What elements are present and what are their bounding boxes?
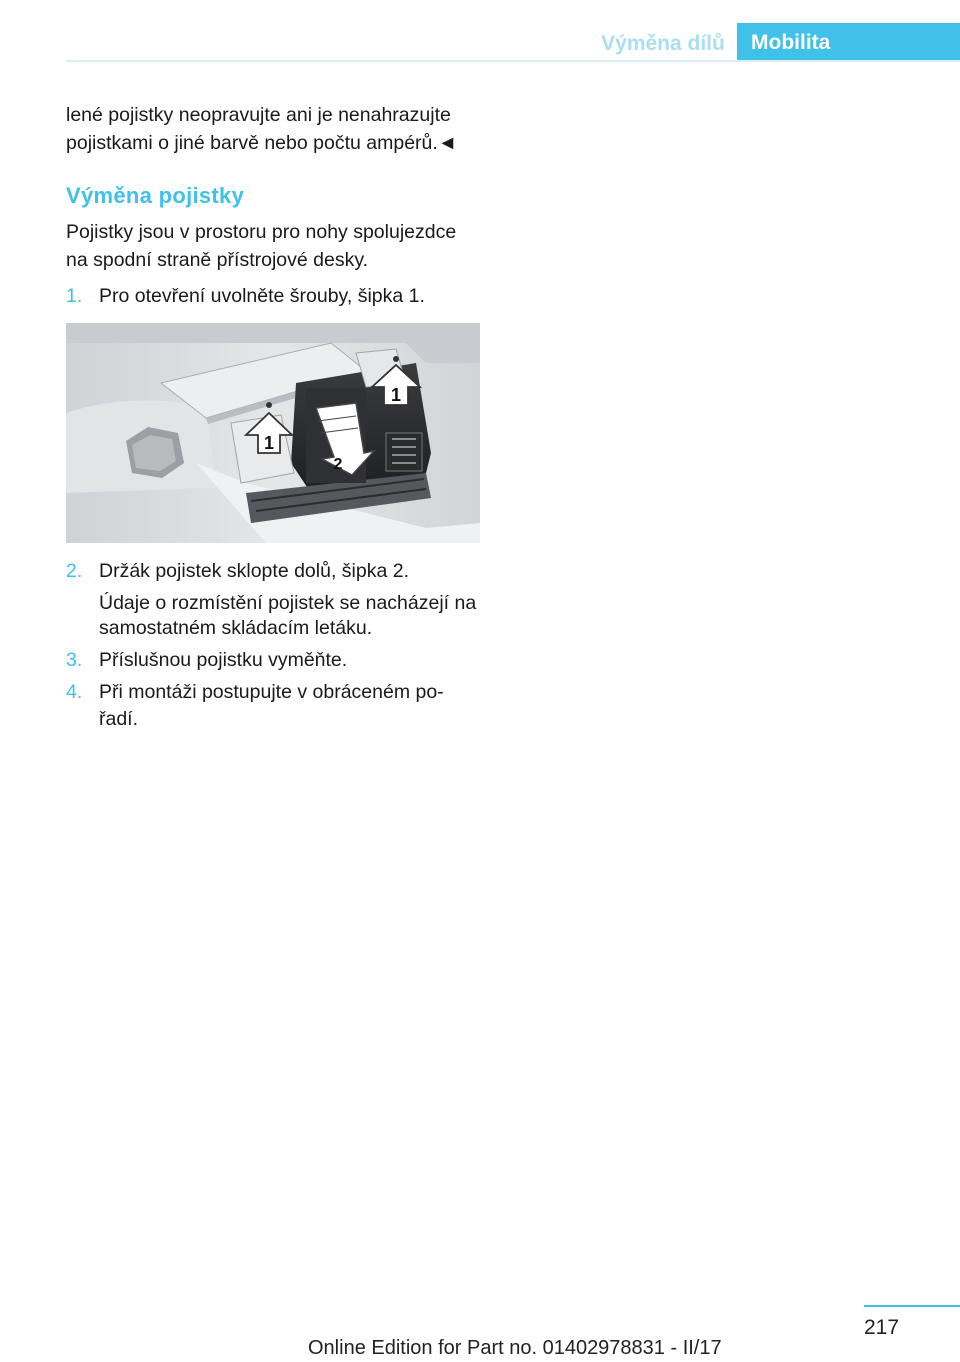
step-number: 4. — [66, 681, 83, 703]
step-2-note-line-2: samostatném skládacím letáku. — [99, 617, 373, 639]
section-heading: Výměna pojistky — [66, 183, 245, 208]
step-number: 3. — [66, 649, 83, 671]
step-text: Pro otevření uvolněte šrouby, šipka 1. — [99, 285, 425, 307]
step-2 — [66, 557, 486, 585]
running-header-chapter: Mobilita — [737, 23, 960, 62]
step-text: Příslušnou pojistku vyměňte. — [99, 649, 348, 671]
step-4 — [66, 678, 486, 706]
description-line-1: Pojistky jsou v prostoru pro nohy spolujezdce — [66, 221, 457, 243]
arrow-1-right-label: 1 — [390, 385, 402, 405]
header-rule — [66, 60, 960, 62]
step-3 — [66, 646, 486, 674]
page-number: 217 — [864, 1316, 900, 1339]
fuse-box-illustration — [66, 323, 480, 543]
fuse-box-drawing — [66, 323, 480, 543]
step-text-line-1: Při montáži postupujte v obráceném po- — [99, 681, 444, 703]
arrow-2-label: 2 — [333, 456, 343, 473]
step-number: 1. — [66, 285, 83, 307]
step-number: 2. — [66, 560, 83, 582]
arrow-1-left-label: 1 — [263, 433, 275, 453]
edition-footer: Online Edition for Part no. 01402978831 - II/17 — [308, 1337, 722, 1359]
step-text: Držák pojistek sklopte dolů, šipka 2. — [99, 560, 409, 582]
description-line-2: na spodní straně přístrojové desky. — [66, 249, 369, 271]
step-4-text-line-2: řadí. — [99, 708, 139, 730]
footer-rule — [864, 1305, 960, 1307]
step-2-note-line-1: Údaje o rozmístění pojistek se nacházejí na — [99, 592, 477, 614]
step-1 — [66, 282, 486, 310]
running-header-section: Výměna dílů — [601, 32, 725, 55]
intro-line-1: lené pojistky neopravujte ani je nenahrazujte — [66, 104, 451, 126]
intro-line-2: pojistkami o jiné barvě nebo počtu ampérů.◄ — [66, 132, 458, 154]
